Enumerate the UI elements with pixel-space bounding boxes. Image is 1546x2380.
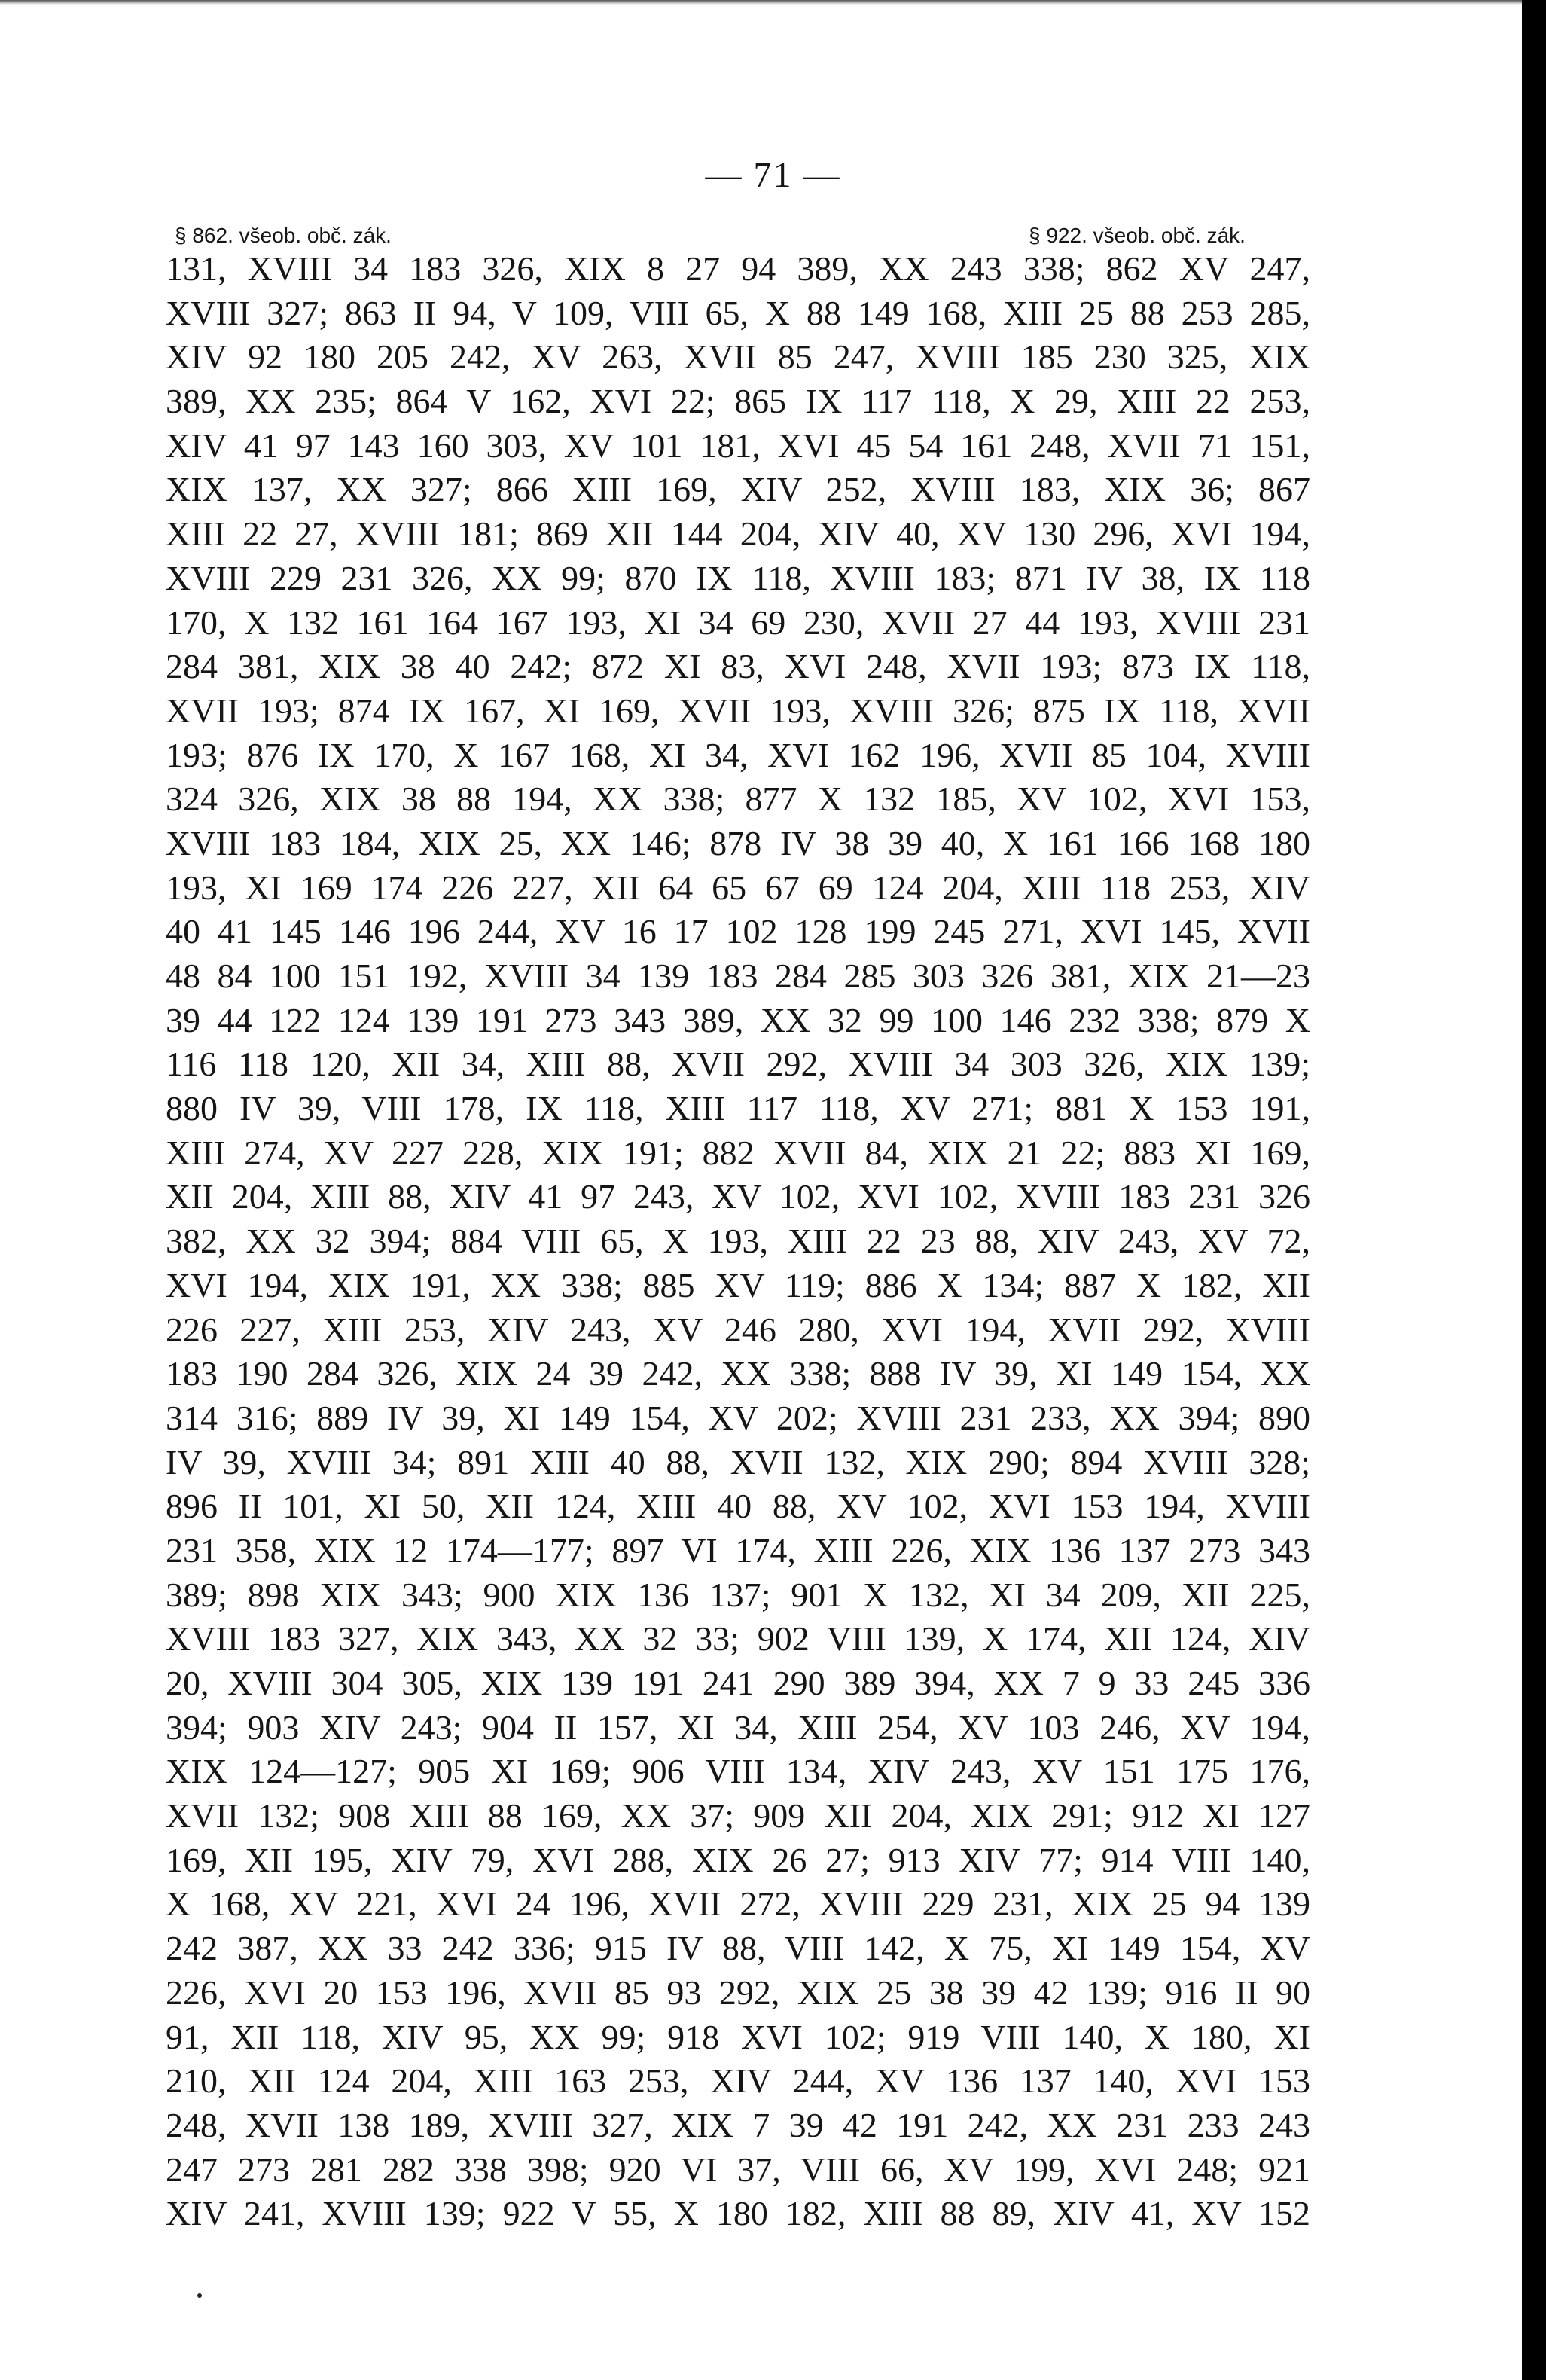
text-line: IV 39, XVIII 34; 891 XIII 40 88, XVII 132, XIX 290; 894 XVIII 328; (166, 1442, 1310, 1481)
text-line: XVIII 229 231 326, XX 99; 870 IX 118, XVIII 183; 871 IV 38, IX 118 (166, 558, 1310, 597)
text-line: 896 II 101, XI 50, XII 124, XIII 40 88, XV 102, XVI 153 194, XVIII (166, 1487, 1310, 1526)
text-line: 248, XVII 138 189, XVIII 327, XIX 7 39 42 191 242, XX 231 233 243 (166, 2105, 1310, 2144)
text-line: 389, XX 235; 864 V 162, XVI 22; 865 IX 117 118, X 29, XIII 22 253, (166, 382, 1310, 421)
text-line: 880 IV 39, VIII 178, IX 118, XIII 117 118, XV 271; 881 X 153 191, (166, 1089, 1310, 1128)
text-line: 183 190 284 326, XIX 24 39 242, XX 338; 888 IV 39, XI 149 154, XX (166, 1354, 1310, 1393)
scan-right-border (1522, 0, 1546, 2380)
text-line: 169, XII 195, XIV 79, XVI 288, XIX 26 27; 913 XIV 77; 914 VIII 140, (166, 1840, 1310, 1879)
text-line: 382, XX 32 394; 884 VIII 65, X 193, XIII 22 23 88, XIV 243, XV 72, (166, 1222, 1310, 1261)
text-line: 231 358, XIX 12 174—177; 897 VI 174, XIII 226, XIX 136 137 273 343 (166, 1530, 1310, 1570)
scan-speck (197, 2293, 202, 2298)
text-line: XVIII 183 327, XIX 343, XX 32 33; 902 VIII 139, X 174, XII 124, XIV (166, 1619, 1310, 1658)
text-line: XVIII 183 184, XIX 25, XX 146; 878 IV 38 39 40, X 161 166 168 180 (166, 823, 1310, 862)
text-line: 242 387, XX 33 242 336; 915 IV 88, VIII 142, X 75, XI 149 154, XV (166, 1929, 1310, 1968)
running-header-left: § 862. všeob. obč. zák. (175, 224, 392, 247)
text-line: 91, XII 118, XIV 95, XX 99; 918 XVI 102; 919 VIII 140, X 180, XI (166, 2017, 1310, 2056)
text-line: XVII 193; 874 IX 167, XI 169, XVII 193, XVIII 326; 875 IX 118, XVII (166, 691, 1310, 730)
text-line: 210, XII 124 204, XIII 163 253, XIV 244, XV 136 137 140, XVI 153 (166, 2061, 1310, 2101)
page-number: — 71 — (705, 155, 841, 195)
scan-top-edge (0, 0, 1546, 5)
text-line: XVIII 327; 863 II 94, V 109, VIII 65, X 88 149 168, XIII 25 88 253 285, (166, 293, 1310, 332)
text-line: XVII 132; 908 XIII 88 169, XX 37; 909 XII 204, XIX 291; 912 XI 127 (166, 1796, 1310, 1835)
text-line: 39 44 122 124 139 191 273 343 389, XX 32 99 100 146 232 338; 879 X (166, 1000, 1310, 1039)
text-line: 314 316; 889 IV 39, XI 149 154, XV 202; XVIII 231 233, XX 394; 890 (166, 1398, 1310, 1437)
text-line: 193; 876 IX 170, X 167 168, XI 34, XVI 162 196, XVII 85 104, XVIII (166, 735, 1310, 774)
text-line: 48 84 100 151 192, XVIII 34 139 183 284 285 303 326 381, XIX 21—23 (166, 957, 1310, 995)
text-line: 247 273 281 282 338 398; 920 VI 37, VIII 66, XV 199, XVI 248; 921 (166, 2150, 1310, 2189)
index-body-text (166, 247, 1310, 2236)
text-line: 324 326, XIX 38 88 194, XX 338; 877 X 132 185, XV 102, XVI 153, (166, 780, 1310, 819)
text-line: XIV 241, XVIII 139; 922 V 55, X 180 182, XIII 88 89, XIV 41, XV 152 (166, 2194, 1310, 2233)
text-line: 193, XI 169 174 226 227, XII 64 65 67 69 124 204, XIII 118 253, XIV (166, 868, 1310, 907)
text-line: 284 381, XIX 38 40 242; 872 XI 83, XVI 248, XVII 193; 873 IX 118, (166, 647, 1310, 686)
text-line: XII 204, XIII 88, XIV 41 97 243, XV 102, XVI 102, XVIII 183 231 326 (166, 1177, 1310, 1216)
text-line: 116 118 120, XII 34, XIII 88, XVII 292, XVIII 34 303 326, XIX 139; (166, 1045, 1310, 1084)
text-line: XIX 124—127; 905 XI 169; 906 VIII 134, XIV 243, XV 151 175 176, (166, 1752, 1310, 1791)
text-line: 20, XVIII 304 305, XIX 139 191 241 290 389 394, XX 7 9 33 245 336 (166, 1664, 1310, 1702)
text-line: XVI 194, XIX 191, XX 338; 885 XV 119; 886 X 134; 887 X 182, XII (166, 1265, 1310, 1304)
running-header-right: § 922. všeob. obč. zák. (1029, 224, 1246, 247)
text-line: 226 227, XIII 253, XIV 243, XV 246 280, XVI 194, XVII 292, XVIII (166, 1310, 1310, 1349)
text-line: 389; 898 XIX 343; 900 XIX 136 137; 901 X 132, XI 34 209, XII 225, (166, 1575, 1310, 1614)
text-line: XIX 137, XX 327; 866 XIII 169, XIV 252, XVIII 183, XIX 36; 867 (166, 470, 1310, 509)
text-line: 170, X 132 161 164 167 193, XI 34 69 230, XVII 27 44 193, XVIII 231 (166, 603, 1310, 642)
text-line: XIII 22 27, XVIII 181; 869 XII 144 204, XIV 40, XV 130 296, XVI 194, (166, 514, 1310, 554)
text-line: 226, XVI 20 153 196, XVII 85 93 292, XIX 25 38 39 42 139; 916 II 90 (166, 1973, 1310, 2012)
text-line: XIV 92 180 205 242, XV 263, XVII 85 247, XVIII 185 230 325, XIX (166, 337, 1310, 377)
text-line: X 168, XV 221, XVI 24 196, XVII 272, XVIII 229 231, XIX 25 94 139 (166, 1884, 1310, 1924)
text-line: 40 41 145 146 196 244, XV 16 17 102 128 199 245 271, XVI 145, XVII (166, 912, 1310, 951)
text-line: 131, XVIII 34 183 326, XIX 8 27 94 389, XX 243 338; 862 XV 247, (166, 249, 1310, 288)
text-line: XIII 274, XV 227 228, XIX 191; 882 XVII 84, XIX 21 22; 883 XI 169, (166, 1133, 1310, 1172)
text-line: XIV 41 97 143 160 303, XV 101 181, XVI 45 54 161 248, XVII 71 151, (166, 426, 1310, 465)
text-line: 394; 903 XIV 243; 904 II 157, XI 34, XIII 254, XV 103 246, XV 194, (166, 1707, 1310, 1747)
